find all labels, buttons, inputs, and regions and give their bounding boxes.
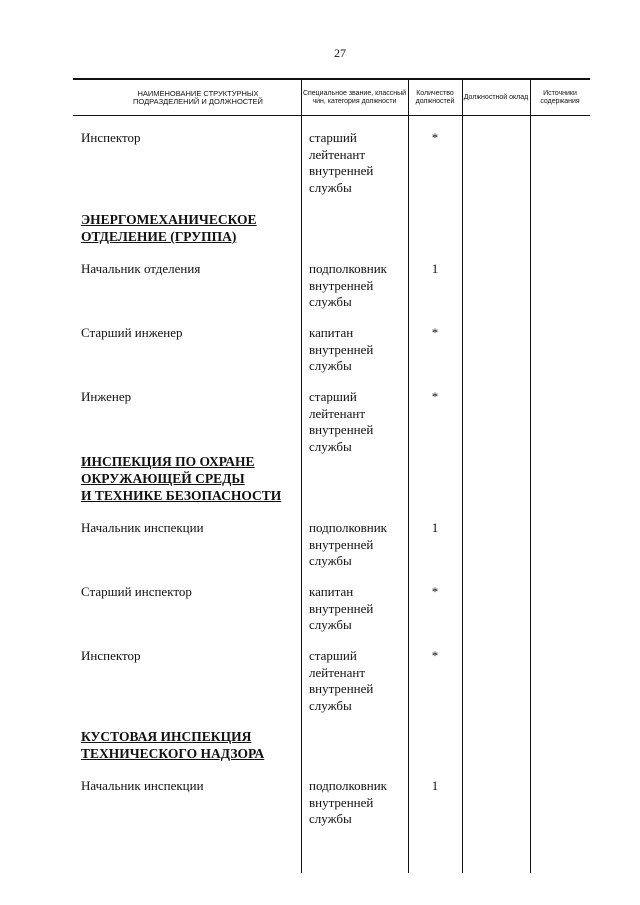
section-heading: ИНСПЕКЦИЯ ПО ОХРАНЕ ОКРУЖАЮЩЕЙ СРЕДЫ И ТЕХНИКЕ БЕЗОПАСНОСТИ — [81, 454, 282, 503]
position-name: Инспектор — [81, 130, 141, 145]
column-divider — [530, 78, 531, 873]
position-name: Начальник отделения — [81, 261, 201, 276]
column-divider — [301, 78, 302, 873]
position-quantity: * — [431, 130, 439, 145]
header-name-column: НАИМЕНОВАНИЕ СТРУКТУРНЫХ ПОДРАЗДЕЛЕНИЙ И ДОЛЖНОСТЕЙ — [133, 89, 263, 106]
position-quantity: 1 — [431, 261, 439, 276]
position-rank: подполковник внутренней службы — [309, 778, 387, 826]
position-quantity: * — [431, 584, 439, 599]
section-heading: КУСТОВАЯ ИНСПЕКЦИЯ ТЕХНИЧЕСКОГО НАДЗОРА — [81, 729, 265, 761]
position-name: Инженер — [81, 389, 132, 404]
position-quantity: * — [431, 648, 439, 663]
header-salary-column: Должностной оклад — [463, 94, 529, 101]
position-rank: подполковник внутренней службы — [309, 520, 387, 568]
position-quantity: 1 — [431, 778, 439, 793]
position-rank: старший лейтенант внутренней службы — [309, 389, 374, 454]
position-name: Начальник инспекции — [81, 778, 204, 793]
position-rank: старший лейтенант внутренней службы — [309, 130, 374, 195]
section-heading: ЭНЕРГОМЕХАНИЧЕСКОЕ ОТДЕЛЕНИЕ (ГРУППА) — [81, 212, 257, 244]
position-name: Старший инженер — [81, 325, 183, 340]
position-quantity: * — [431, 389, 439, 404]
header-rank-column: Специальное звание, классный чин, категория должности — [302, 90, 407, 105]
position-quantity: * — [431, 325, 439, 340]
position-name: Старший инспектор — [81, 584, 192, 599]
column-divider — [462, 78, 463, 873]
position-rank: старший лейтенант внутренней службы — [309, 648, 374, 713]
position-name: Инспектор — [81, 648, 141, 663]
table-header-rule — [73, 115, 590, 116]
position-quantity: 1 — [431, 520, 439, 535]
page-number: 27 — [334, 46, 346, 60]
column-divider — [408, 78, 409, 873]
position-rank: капитан внутренней службы — [309, 584, 374, 632]
table-top-rule — [73, 78, 590, 80]
position-rank: подполковник внутренней службы — [309, 261, 387, 309]
header-source-column: Источники содержания — [540, 90, 580, 105]
position-name: Начальник инспекции — [81, 520, 204, 535]
position-rank: капитан внутренней службы — [309, 325, 374, 373]
header-quantity-column: Количество должностей — [415, 90, 455, 105]
